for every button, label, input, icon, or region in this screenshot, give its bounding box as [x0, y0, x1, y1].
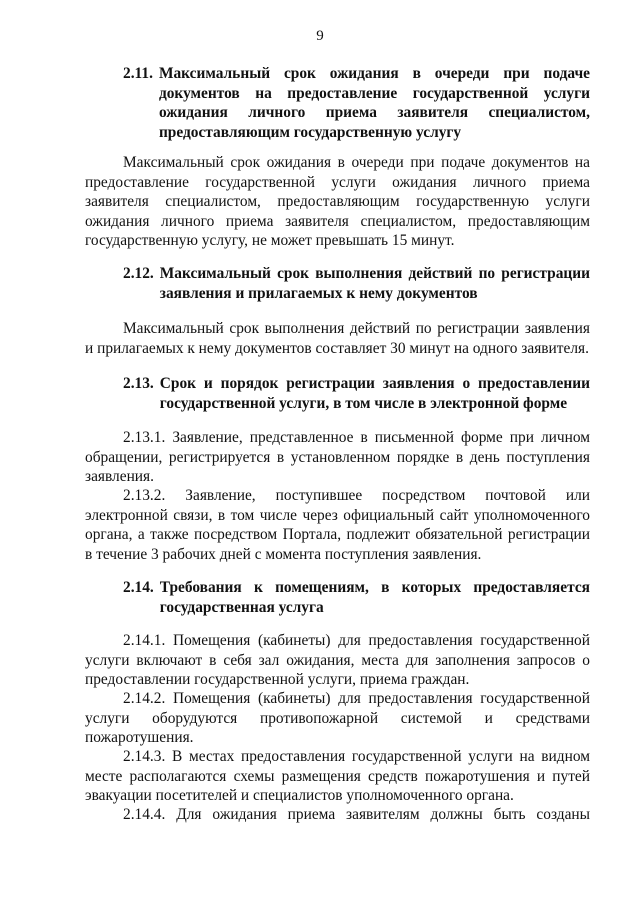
section-number: 2.11.: [123, 65, 153, 82]
page-number: 9: [316, 28, 324, 44]
section-2-12-heading: [85, 264, 590, 303]
section-title: Максимальный срок ожидания в очереди при подаче документов на предоставление государственной услуги ожидания личного приема заявителя специалистом, предоставляющим государственную услугу: [158, 65, 590, 141]
section-title: Срок и порядок регистрации заявления о предоставлении государственной услуги, в том числе в электронной форме: [159, 375, 590, 412]
section-2-14-heading: [85, 578, 590, 617]
section-2-12-paragraph: Максимальный срок выполнения действий по регистрации заявления и прилагаемых к нему документов составляет 30 минут на одного заявителя.: [85, 320, 590, 357]
section-number: 2.14.: [123, 579, 154, 596]
section-2-11-heading: [85, 64, 590, 142]
section-2-14-3-paragraph: 2.14.3. В местах предоставления государственной услуги на видном месте располагаются схемы размещения средств пожаротушения и путей эвакуации посетителей и специалистов уполномоченного органа.: [85, 748, 590, 804]
section-number: 2.12.: [123, 265, 154, 282]
section-2-14-2-paragraph: 2.14.2. Помещения (кабинеты) для предоставления государственной услуги оборудуются противопожарной системой и средствами пожаротушения.: [85, 690, 590, 746]
section-2-14-4-paragraph: 2.14.4. Для ожидания приема заявителям должны быть созданы: [123, 806, 590, 823]
section-number: 2.13.: [123, 375, 154, 392]
section-2-14-1-paragraph: 2.14.1. Помещения (кабинеты) для предоставления государственной услуги включают в себя зал ожидания, места для заполнения запросов о предоставлении государственной услуги, приема граждан.: [85, 632, 590, 688]
section-title: Максимальный срок выполнения действий по регистрации заявления и прилагаемых к нему документов: [159, 265, 590, 302]
section-title: Требования к помещениям, в которых предоставляется государственная услуга: [159, 579, 590, 616]
section-2-11-paragraph: Максимальный срок ожидания в очереди при подаче документов на предоставление государственной услуги ожидания личного приема заявителя специалистом, предоставляющим государственную услуги ожидания личного приема заявителя специалистом, предоставляющим государственную услугу, не может превышать 15 минут.: [85, 154, 590, 249]
section-2-13-heading: [85, 374, 590, 413]
section-2-13-1-paragraph: 2.13.1. Заявление, представленное в письменной форме при личном обращении, регистрируется в установленном порядке в день поступления заявления.: [85, 429, 590, 485]
section-2-13-2-paragraph: 2.13.2. Заявление, поступившее посредством почтовой или электронной связи, в том числе через официальный сайт уполномоченного органа, а также посредством Портала, подлежит обязательной регистрации в течение 3 рабочих дней с момента поступления заявления.: [85, 487, 590, 563]
